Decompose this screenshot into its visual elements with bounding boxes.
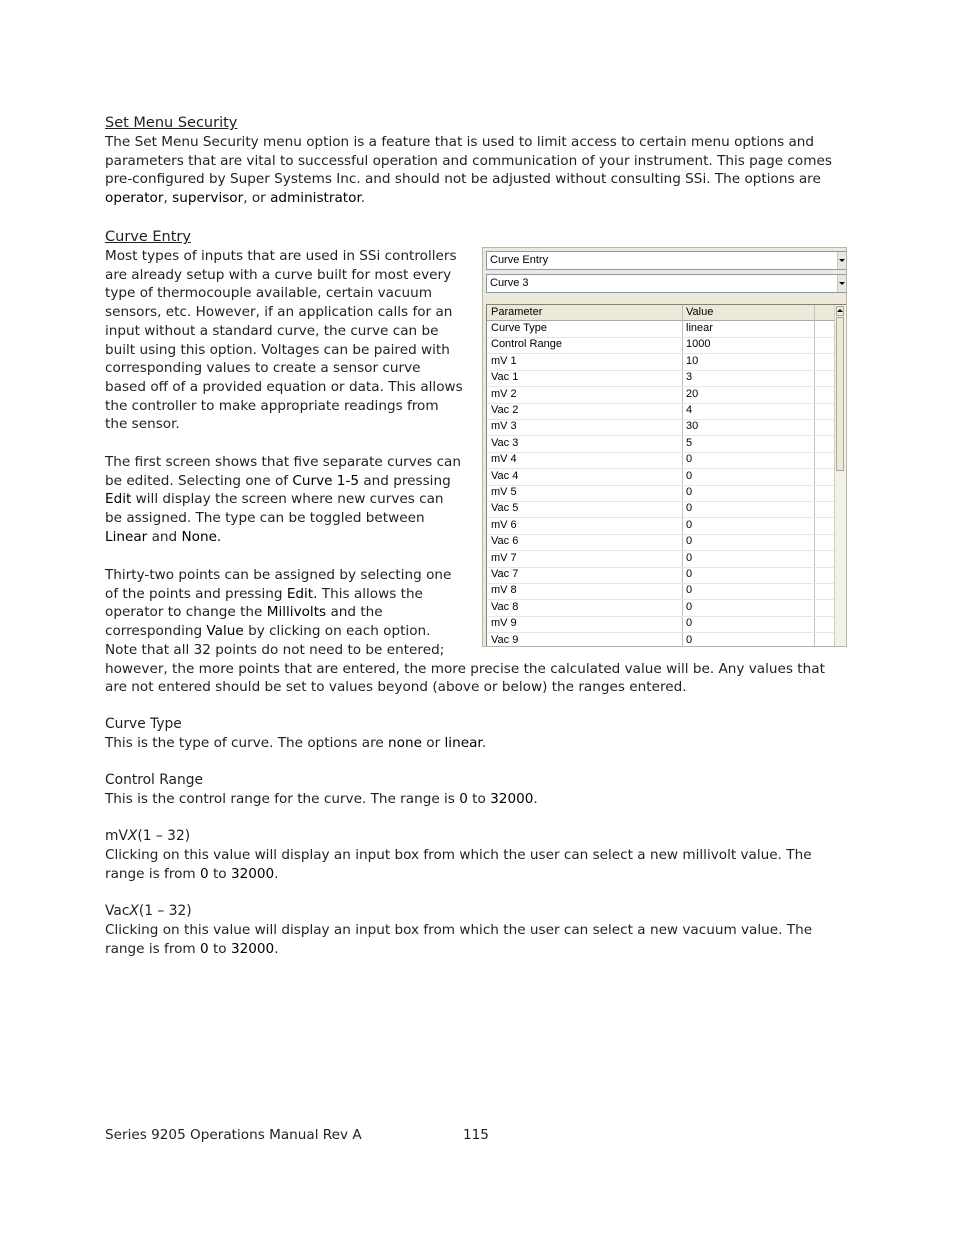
set-menu-security-paragraph: [105, 133, 832, 208]
grid-row[interactable]: [487, 436, 837, 453]
grid-row[interactable]: [487, 633, 837, 647]
row-parameter: mV 9: [491, 617, 517, 630]
range-min: 0: [199, 865, 209, 882]
dropdown-value: Curve Entry: [490, 254, 549, 266]
row-parameter: Vac 2: [491, 404, 519, 416]
control-range-text: This is the control range for the curve. The range is 0 to 32000.: [105, 791, 538, 807]
curve-select-dropdown[interactable]: [486, 274, 847, 293]
paragraph-line: are not entered should be set to values beyond (above or below) the ranges entered.: [105, 679, 687, 696]
grid-row[interactable]: [487, 337, 837, 354]
grid-header: [487, 305, 837, 321]
mvx-text: [105, 846, 812, 883]
row-value[interactable]: 0: [686, 617, 693, 630]
row-value[interactable]: 0: [686, 535, 693, 548]
paragraph-line: Most types of inputs that are used in SSi controllers: [105, 248, 457, 264]
chevron-down-icon: [839, 282, 845, 285]
row-value[interactable]: 1000: [686, 338, 711, 351]
range-max: 32000: [230, 940, 275, 957]
row-parameter: mV 5: [491, 486, 517, 498]
grid-row[interactable]: [487, 600, 837, 617]
grid-row[interactable]: [487, 583, 837, 600]
paragraph-line: built using this option. Voltages can be paired with: [105, 341, 450, 358]
vacx-heading: VacX(1 – 32): [105, 903, 192, 919]
row-value[interactable]: 4: [686, 404, 693, 416]
row-value[interactable]: linear: [686, 322, 713, 334]
row-parameter: Vac 9: [491, 633, 519, 646]
vacx-text: [105, 921, 812, 958]
grid-row[interactable]: [487, 452, 837, 469]
grid-row[interactable]: [487, 419, 837, 436]
row-parameter: mV 2: [491, 387, 517, 400]
paragraph-line: Linear and None.: [105, 528, 222, 545]
paragraph-line: are already setup with a curve built for most every: [105, 266, 452, 283]
row-parameter: Vac 8: [491, 600, 519, 613]
curve-type-heading: Curve Type: [105, 716, 182, 732]
column-header-value[interactable]: Value: [686, 306, 714, 318]
row-value[interactable]: 10: [686, 354, 699, 367]
paragraph-line: range is from 0 to 32000.: [105, 865, 279, 882]
paragraph-line: be assigned. The type can be toggled between: [105, 510, 425, 527]
grid-scrollbar[interactable]: [834, 305, 846, 647]
row-parameter: Control Range: [491, 338, 562, 351]
curve-entry-screenshot: [482, 247, 847, 647]
row-value[interactable]: 0: [686, 584, 693, 597]
footer-title: Series 9205 Operations Manual Rev A: [105, 1127, 362, 1143]
row-value[interactable]: 0: [686, 502, 693, 515]
grid-row[interactable]: [487, 403, 837, 420]
control-range-heading: Control Range: [105, 772, 203, 788]
row-value[interactable]: 3: [686, 371, 693, 384]
grid-row[interactable]: [487, 501, 837, 518]
curve-entry-heading: Curve Entry: [105, 229, 191, 245]
row-value[interactable]: 0: [686, 518, 693, 531]
paragraph-line: Edit will display the screen where new curves can: [105, 491, 444, 508]
chevron-up-icon: [837, 309, 843, 312]
range-min: 0: [199, 940, 209, 957]
term-linear: Linear: [105, 528, 148, 545]
paragraph-line: the sensor.: [105, 416, 180, 433]
paragraph-line: based off of a provided equation or data. This allows: [105, 378, 463, 395]
paragraph-line: operator, supervisor, or administrator.: [105, 190, 366, 207]
row-value[interactable]: 30: [686, 420, 699, 433]
mvx-heading: mVX(1 – 32): [105, 828, 191, 844]
row-parameter: mV 8: [491, 584, 517, 597]
paragraph-line: Clicking on this value will display an input box from which the user can select a new millivolt value. The: [105, 847, 812, 863]
row-value[interactable]: 0: [686, 469, 693, 482]
dropdown-value: Curve 3: [490, 277, 529, 289]
row-value[interactable]: 0: [686, 600, 693, 613]
dropdown-button[interactable]: [837, 275, 846, 292]
row-value[interactable]: 0: [686, 551, 693, 564]
row-parameter: Curve Type: [491, 322, 548, 334]
paragraph-line: be edited. Selecting one of Curve 1-5 and pressing: [105, 472, 451, 489]
grid-row[interactable]: [487, 354, 837, 371]
paragraph-line: parameters that are vital to successful operation and communication of your instrument. This page comes: [105, 152, 832, 169]
paragraph-line: Clicking on this value will display an input box from which the user can select a new vacuum value. The: [105, 922, 813, 938]
set-menu-security-heading: Set Menu Security: [105, 115, 238, 131]
paragraph-line: Thirty-two points can be assigned by selecting one: [105, 567, 452, 583]
paragraph-line: corresponding values to create a sensor curve: [105, 360, 421, 377]
paragraph-line: the controller to make appropriate readings from: [105, 397, 439, 414]
grid-row[interactable]: [487, 567, 837, 584]
paragraph-line: The Set Menu Security menu option is a feature that is used to limit access to certain menu options and: [105, 134, 815, 150]
option-administrator: administrator: [270, 190, 361, 207]
paragraph-line: input without a standard curve, the curve can be: [105, 322, 439, 339]
term-linear: linear: [444, 735, 482, 751]
row-parameter: mV 3: [491, 420, 517, 433]
curve-entry-paragraph-2: [105, 453, 461, 547]
row-parameter: Vac 7: [491, 568, 519, 580]
paragraph-line: pre-configured by Super Systems Inc. and should not be adjusted without consulting SSi. The options are: [105, 171, 821, 188]
term-none: none: [388, 735, 422, 751]
page-number: 115: [463, 1127, 489, 1143]
range-max: 32000: [490, 791, 534, 807]
row-parameter: mV 4: [491, 453, 517, 466]
range-min: 0: [459, 791, 468, 807]
paragraph-line: of the points and pressing Edit. This allows the: [105, 585, 423, 602]
row-value[interactable]: 0: [686, 453, 693, 466]
row-parameter: Vac 1: [491, 371, 519, 384]
row-parameter: mV 6: [491, 518, 517, 531]
grid-row[interactable]: [487, 469, 837, 486]
paragraph-line: sensors, etc. However, if an application calls for an: [105, 304, 453, 321]
paragraph-line: Note that all 32 points do not need to be entered;: [105, 641, 445, 658]
dropdown-button[interactable]: [837, 252, 846, 269]
chevron-down-icon: [839, 259, 845, 262]
option-operator: operator: [105, 190, 164, 207]
paragraph-line: corresponding Value by clicking on each option.: [105, 623, 431, 640]
term-millivolts: Millivolts: [266, 604, 327, 621]
screen-select-dropdown[interactable]: [486, 251, 847, 270]
row-value[interactable]: 5: [686, 436, 693, 449]
grid-row[interactable]: [487, 551, 837, 568]
curve-type-text: This is the type of curve. The options are none or linear.: [105, 735, 487, 751]
scroll-up-button[interactable]: [836, 306, 844, 316]
scroll-thumb[interactable]: [836, 317, 844, 471]
grid-row[interactable]: [487, 387, 837, 404]
row-parameter: Vac 4: [491, 469, 519, 482]
grid-row[interactable]: [487, 321, 837, 338]
parameter-grid: [486, 304, 847, 647]
grid-row[interactable]: [487, 370, 837, 387]
row-value[interactable]: 0: [686, 633, 693, 646]
curve-entry-paragraph-1: [105, 247, 463, 434]
term-value: Value: [206, 623, 244, 640]
paragraph-line: type of thermocouple available, certain vacuum: [105, 285, 432, 302]
paragraph-line: however, the more points that are entered, the more precise the calculated value will be. Any values that: [105, 660, 825, 677]
paragraph-line: range is from 0 to 32000.: [105, 940, 279, 957]
grid-row[interactable]: [487, 485, 837, 502]
column-header-parameter[interactable]: Parameter: [491, 306, 543, 318]
paragraph-line: operator to change the Millivolts and the: [105, 604, 383, 621]
term-edit: Edit.: [286, 585, 318, 602]
row-parameter: mV 7: [491, 551, 517, 564]
option-supervisor: supervisor: [172, 190, 244, 207]
grid-row[interactable]: [487, 616, 837, 633]
range-max: 32000: [230, 865, 275, 882]
row-parameter: Vac 3: [491, 436, 519, 449]
row-value[interactable]: 0: [686, 486, 693, 498]
row-value[interactable]: 20: [686, 387, 699, 400]
term-none: None.: [181, 528, 222, 545]
paragraph-line: The first screen shows that five separate curves can: [105, 454, 461, 470]
term-edit: Edit: [105, 491, 132, 508]
row-parameter: Vac 6: [491, 535, 519, 548]
grid-row[interactable]: [487, 518, 837, 535]
row-parameter: Vac 5: [491, 502, 519, 515]
row-value[interactable]: 0: [686, 568, 693, 580]
row-parameter: mV 1: [491, 354, 517, 367]
term-curve-1-5: Curve 1-5: [292, 472, 360, 489]
grid-row[interactable]: [487, 534, 837, 551]
